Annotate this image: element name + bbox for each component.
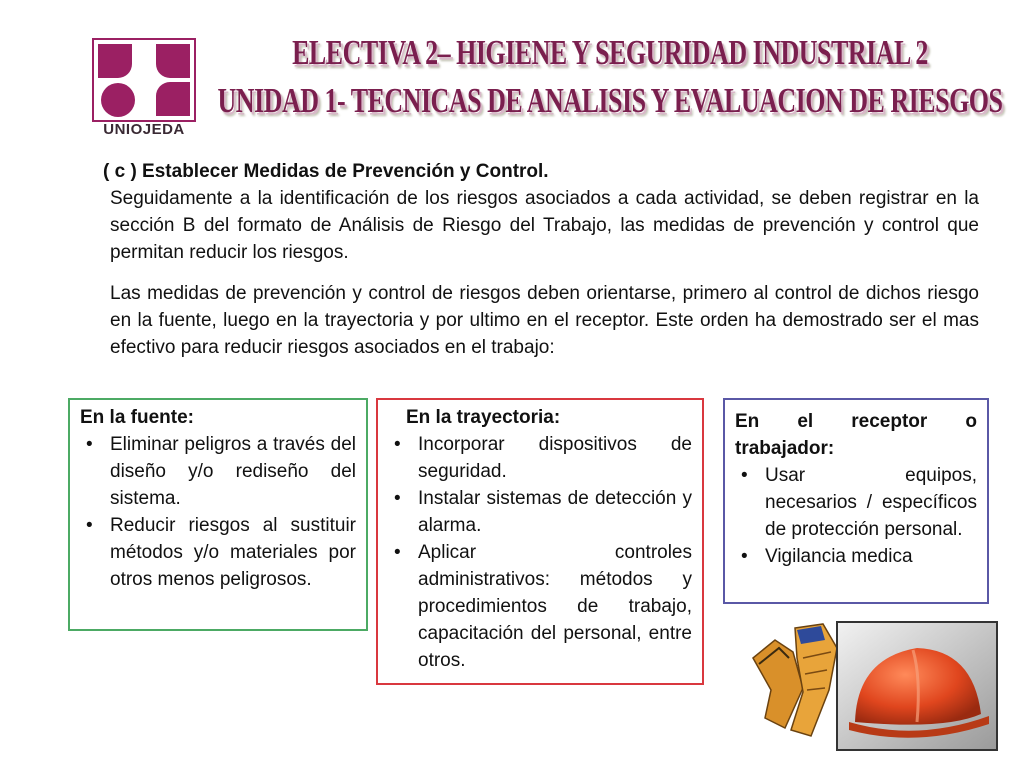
paragraph-2: Las medidas de prevención y control de riesgos deben orientarse, primero al control de dichos riesgo en la fuente, luego en la trayectoria y por ultimo en el receptor. Este orden ha demostrado ser el mas efectivo para reducir riesgos asociados en el trabajo:: [110, 283, 979, 358]
section-heading: ( c ) Establecer Medidas de Prevención y Control.: [103, 161, 549, 182]
hard-hat-icon: [837, 622, 997, 750]
box-title-receptor: En el receptor o trabajador:: [735, 411, 977, 459]
course-title: ELECTIVA 2– HIGIENE Y SEGURIDAD INDUSTRIAL 2: [292, 32, 928, 72]
trayectoria-list: [388, 431, 692, 674]
fuente-list: [80, 431, 356, 593]
box-en-el-receptor: [723, 398, 989, 604]
list-item: • Usar equipos, necesarios / específicos de protección personal.: [735, 462, 977, 543]
paragraph-1: Seguidamente a la identificación de los riesgos asociados a cada actividad, se deben registrar en la sección B del formato de Análisis de Riesgo del Trabajo, las medidas de prevención y control que permitan reducir los riesgos.: [110, 188, 979, 263]
box-title-fuente: En la fuente:: [80, 407, 195, 428]
unit-title: UNIDAD 1- TECNICAS DE ANALISIS Y EVALUACION DE RIESGOS: [217, 80, 1003, 120]
ppe-illustration: [745, 618, 1000, 754]
gloves-icon: [753, 624, 837, 736]
box-en-la-trayectoria: [376, 398, 704, 685]
list-item: • Incorporar dispositivos de seguridad.: [388, 431, 692, 485]
list-item: • Aplicar controles administrativos: métodos y procedimientos de trabajo, capacitación del personal, entre otros.: [388, 539, 692, 674]
box-title-trayectoria: En la trayectoria:: [406, 407, 561, 428]
logo-text: UNIOJEDA: [103, 121, 185, 138]
list-item: • Vigilancia medica: [735, 543, 977, 570]
intro-section: [103, 158, 979, 361]
box-en-la-fuente: [68, 398, 368, 631]
list-item: • Eliminar peligros a través del diseño y/o rediseño del sistema.: [80, 431, 356, 512]
list-item: • Instalar sistemas de detección y alarma.: [388, 485, 692, 539]
list-item: • Reducir riesgos al sustituir métodos y/o materiales por otros menos peligrosos.: [80, 512, 356, 593]
receptor-list: [735, 462, 977, 570]
